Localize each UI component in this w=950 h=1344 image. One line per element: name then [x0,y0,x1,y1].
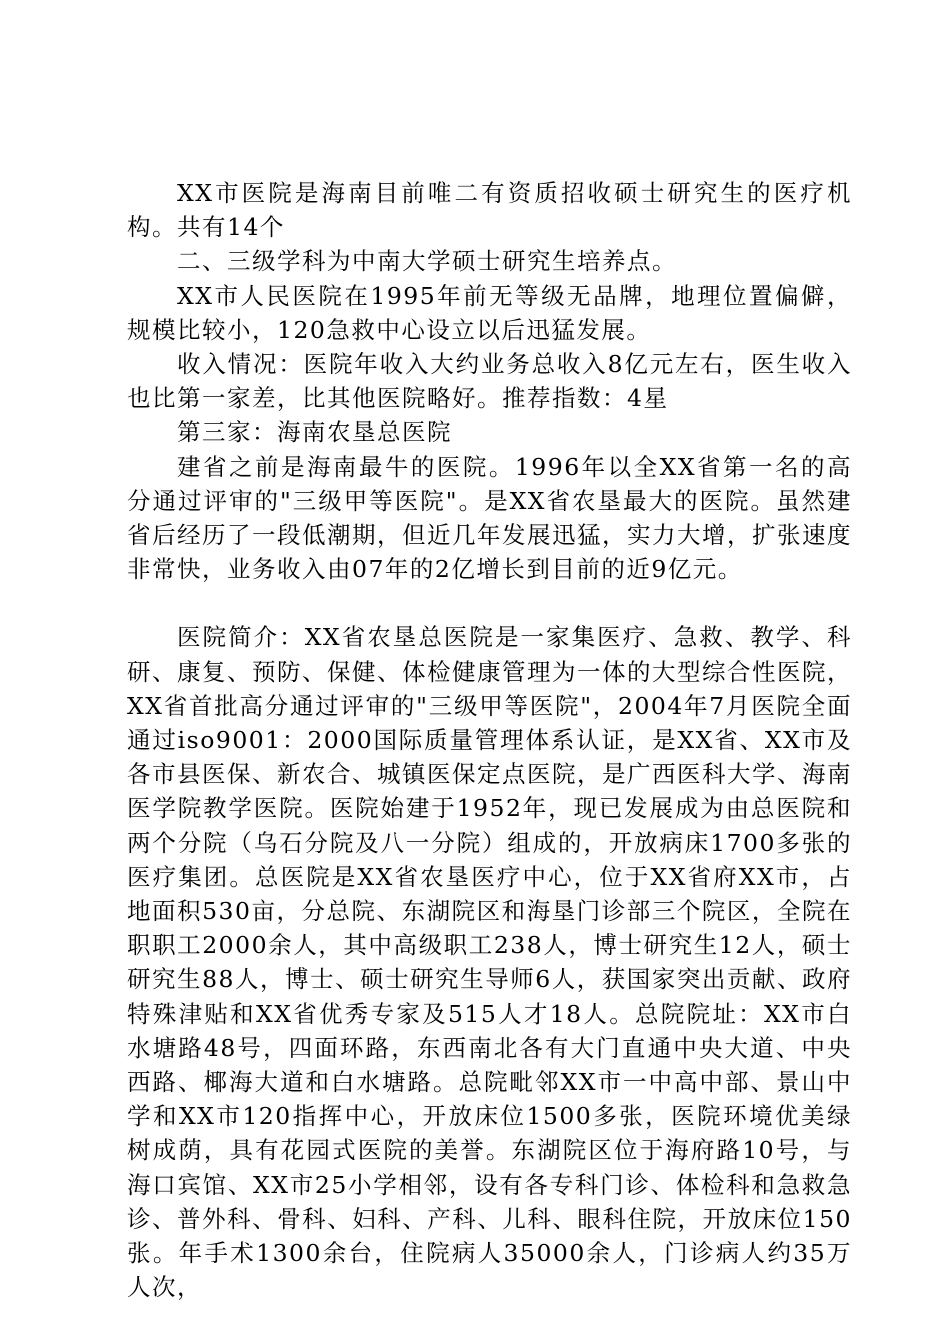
paragraph-third-hospital-heading: 第三家：海南农垦总医院 [177,418,452,447]
paragraph-nongken-history: 建省之前是海南最牛的医院。1996年以全XX省第一名的高分通过评审的"三级甲等医院"。是XX省农垦最大的医院。虽然建省后经历了一段低潮期，但近几年发展迅猛，实力大增，扩张速度非常快，业务收入由07年的2亿增长到目前的近9亿元。 [127,452,852,584]
paragraph-nongken-profile: 医院简介：XX省农垦总医院是一家集医疗、急救、教学、科研、康复、预防、保健、体检健康管理为一体的大型综合性医院，XX省首批高分通过评审的"三级甲等医院"，2004年7月医院全面通过iso9001：2000国际质量管理体系认证，是XX省、XX市及各市县医保、新农合、城镇医保定点医院，是广西医科大学、海南医学院教学医院。医院始建于1952年，现已发展成为由总医院和两个分院（乌石分院及八一分院）组成的，开放病床1700多张的医疗集团。总医院是XX省农垦医疗中心，位于XX省府XX市，占地面积530亩，分总院、东湖院区和海垦门诊部三个院区，全院在职职工2000余人，其中高级职工238人，博士研究生12人，硕士研究生88人，博士、硕士研究生导师6人，获国家突出贡献、政府特殊津贴和XX省优秀专家及515人才18人。总院院址：XX市白水塘路48号，四面环路，东西南北各有大门直通中央大道、中央西路、椰海大道和白水塘路。总院毗邻XX市一中高中部、景山中学和XX市120指挥中心，开放床位1500多张，医院环境优美绿树成荫，具有花园式医院的美誉。东湖院区位于海府路10号，与海口宾馆、XX市25小学相邻，设有各专科门诊、体检科和急救急诊、普外科、骨科、妇科、产科、儿科、眼科住院，开放床位150张。年手术1300余台，住院病人35000余人，门诊病人约35万人次， [127,623,852,1302]
document-body [127,176,852,1305]
paragraph-hospital-intro: XX市医院是海南目前唯二有资质招收硕士研究生的医疗机构。共有14个 [127,179,852,242]
paragraph-peoples-hospital: XX市人民医院在1995年前无等级无品牌，地理位置偏僻，规模比较小，120急救中心设立以后迅猛发展。 [127,281,852,344]
paragraph-income: 收入情况：医院年收入大约业务总收入8亿元左右，医生收入也比第一家差，比其他医院略好。推荐指数：4星 [127,350,852,413]
paragraph-discipline-points: 二、三级学科为中南大学硕士研究生培养点。 [177,247,677,276]
